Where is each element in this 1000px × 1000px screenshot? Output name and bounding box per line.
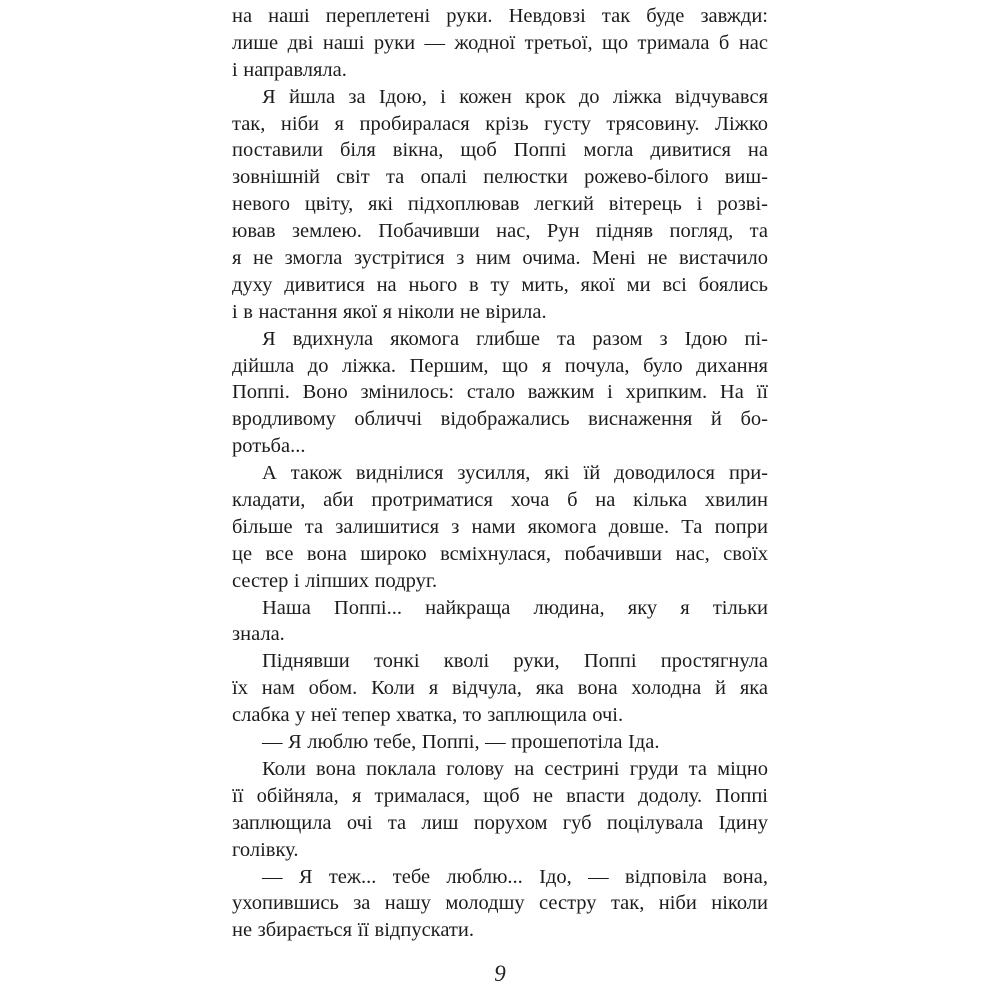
- text-line: їх нам обом. Коли я відчула, яка вона холодна й яка: [232, 677, 768, 700]
- paragraph: [232, 756, 768, 864]
- text-line: кладати, аби протриматися хоча б на кілька хвилин: [232, 489, 768, 512]
- text-line: А також виднілися зусилля, які їй доводилося при-: [262, 462, 768, 485]
- text-block: [232, 3, 768, 944]
- paragraph: [232, 729, 768, 756]
- text-line: її обійняла, я трималася, щоб не впасти додолу. Поппі: [232, 784, 768, 807]
- paragraph: [232, 648, 768, 729]
- text-line: дійшла до ліжка. Першим, що я почула, було дихання: [232, 354, 768, 377]
- paragraph: [232, 3, 768, 84]
- text-line: не збирається її відпускати.: [232, 919, 474, 942]
- text-line: Коли вона поклала голову на сестрині груди та міцно: [262, 757, 768, 780]
- text-line: зовнішній світ та опалі пелюстки рожево-білого виш-: [232, 166, 768, 189]
- text-line: більше та залишитися з нами якомога довше. Та попри: [232, 515, 768, 538]
- page-number: 9: [494, 961, 506, 986]
- paragraph: [232, 595, 768, 649]
- text-line: Наша Поппі... найкраща людина, яку я тільки: [262, 596, 768, 619]
- text-line: — Я теж... тебе люблю... Ідо, — відповіла вона,: [262, 865, 768, 888]
- text-line: духу дивитися на нього в ту мить, якої ми всі боялись: [232, 273, 768, 296]
- text-line: це все вона широко всміхнулася, побачивши нас, своїх: [232, 542, 768, 565]
- paragraph: [232, 864, 768, 945]
- text-line: слабка у неї тепер хватка, то заплющила очі.: [232, 704, 624, 727]
- text-line: знала.: [232, 623, 285, 646]
- text-line: Поппі. Воно змінилось: стало важким і хрипким. На її: [232, 381, 768, 404]
- text-line: невого цвіту, які підхоплював легкий вітерець і розві-: [232, 193, 768, 216]
- text-line: — Я люблю тебе, Поппі, — прошепотіла Іда.: [262, 731, 660, 754]
- text-line: я не змогла зустрітися з ним очима. Мені не вистачило: [232, 247, 768, 270]
- paragraph: [232, 460, 768, 594]
- text-line: поставили біля вікна, щоб Поппі могла дивитися на: [232, 139, 768, 162]
- text-line: сестер і ліпших подруг.: [232, 569, 438, 592]
- text-line: ухопившись за нашу молодшу сестру так, ніби ніколи: [232, 892, 768, 915]
- text-line: лише дві наші руки — жодної третьої, що тримала б нас: [232, 31, 768, 54]
- text-line: і в настання якої я ніколи не вірила.: [232, 300, 547, 323]
- text-line: і направляла.: [232, 58, 347, 81]
- text-line: вродливому обличчі відображались виснаження й бо-: [232, 408, 768, 431]
- text-line: Піднявши тонкі кволі руки, Поппі простягнула: [262, 650, 768, 673]
- text-line: заплющила очі та лиш порухом губ поцілувала Ідину: [232, 811, 768, 834]
- paragraph: [232, 84, 768, 326]
- text-line: Я вдихнула якомога глибше та разом з Ідою пі-: [262, 327, 768, 350]
- text-line: Я йшла за Ідою, і кожен крок до ліжка відчувався: [262, 85, 768, 108]
- text-line: ротьба...: [232, 435, 306, 458]
- paragraph: [232, 326, 768, 460]
- text-line: ював землею. Побачивши нас, Рун підняв погляд, та: [232, 220, 768, 243]
- text-line: на наші переплетені руки. Невдовзі так буде завжди:: [232, 5, 768, 27]
- text-line: так, ніби я пробиралася крізь густу трясовину. Ліжко: [232, 112, 768, 135]
- text-line: голівку.: [232, 838, 299, 861]
